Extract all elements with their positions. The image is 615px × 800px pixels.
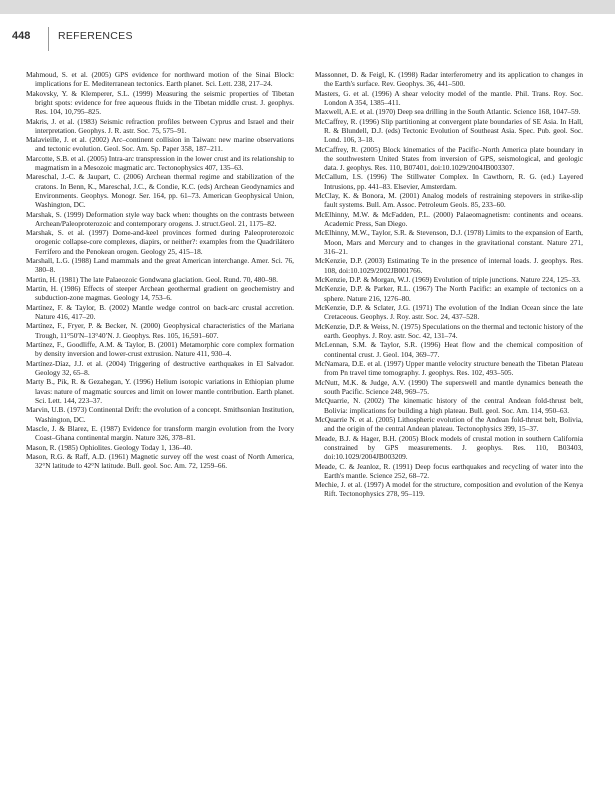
- reference-entry: McCaffrey, R. (1996) Slip partitioning at convergent plate boundaries of SE Asia. In Hall, R. & Blundell, D.J. (eds) Tectonic Evolution of Southeast Asia. Spec. Pub. geol. Soc. Lond. 106, 3–18.: [315, 116, 583, 145]
- reference-entry: Marshak, S. (1999) Deformation style way back when: thoughts on the contrasts between Archean/Paleoproterozoic and contemporary orogens. J. struct.Geol. 21, 1175–82.: [26, 209, 294, 228]
- reference-entry: Martínez, F., Goodliffe, A.M. & Taylor, B. (2001) Metamorphic core complex formation by density inversion and lower-crust extrusion. Nature 411, 930–4.: [26, 340, 294, 359]
- reference-entry: Marty B., Pik, R. & Gezahegan, Y. (1996) Helium isotopic variations in Ethiopian plume lavas: nature of magmatic sources and limit on lower mantle contribution. Earth planet. Sci. Lett. 144, 223–37.: [26, 377, 294, 405]
- reference-entry: Marshall, L.G. (1988) Land mammals and the great American interchange. Amer. Sci. 76, 380–8.: [26, 256, 294, 275]
- reference-entry: Marvin, U.B. (1973) Continental Drift: the evolution of a concept. Smithsonian Institution, Washington, DC.: [26, 405, 294, 424]
- reference-entry: McKenzie, D.P. & Weiss, N. (1975) Speculations on the thermal and tectonic history of the earth. Geophys. J. Roy. astr. Soc. 42, 131–74.: [315, 321, 583, 340]
- references-column-right: [315, 70, 583, 499]
- reference-entry: Marshak, S. et al. (1997) Dome-and-keel provinces formed during Paleoproterozoic orogenic collapse-core complexes, diapirs, or neither?: examples from the Quadrilátero Ferrífero and the Penokean orogen. Geology 25, 415–18.: [26, 228, 294, 256]
- reference-entry: Meade, B.J. & Hager, B.H. (2005) Block models of crustal motion in southern California constrained by GPS measurements. J. geophys. Res. 110, B03403, doi:10.1029/2004JB003209.: [315, 433, 583, 462]
- reference-entry: Mareschal, J.-C. & Jaupart, C. (2006) Archean thermal regime and stabilization of the cratons. In Benn, K., Mareschal, J.C., & Condie, K.C. (eds) Archean Geodynamics and Environments. Geophys. Monogr. Ser. 164, pp. 61–73. American Geophysical Union, Washington, DC.: [26, 172, 294, 210]
- reference-entry: McCallum, I.S. (1996) The Stillwater Complex. In Cawthorn, R. G. (ed.) Layered Intrusions, pp. 441–83. Elsevier, Amsterdam.: [315, 172, 583, 191]
- reference-entry: Makris, J. et al. (1983) Seismic refraction profiles between Cyprus and Israel and their interpretation. Geophys. J. R. astr. Soc. 75, 575–91.: [26, 116, 294, 135]
- reference-entry: McCaffrey, R. (2005) Block kinematics of the Pacific–North America plate boundary in the southwestern United States from inversion of GPS, seismological, and geologic data. J. geophys. Res. 110, B07401, doi:10.1029/2004JB003307.: [315, 144, 583, 173]
- reference-entry: McQuarrie, N. (2002) The kinematic history of the central Andean fold-thrust belt, Bolivia: implications for building a high plateau. Bull. geol. Soc. Am. 114, 950–63.: [315, 396, 583, 415]
- page-number: 448: [12, 30, 31, 42]
- reference-entry: McClay, K. & Bonora, M. (2001) Analog models of restraining stepovers in strike-slip fault systems. Bull. Am. Assoc. Petroleum Geols. 85, 233–60.: [315, 191, 583, 210]
- reference-entry: Maxwell, A.E. et al. (1970) Deep sea drilling in the South Atlantic. Science 168, 1047–59.: [315, 107, 581, 117]
- reference-entry: Mason, R. (1985) Ophiolites. Geology Today 1, 136–40.: [26, 442, 193, 452]
- reference-entry: Mechie, J. et al. (1997) A model for the structure, composition and evolution of the Kenya Rift. Tectonophysics 278, 95–119.: [315, 480, 583, 499]
- reference-entry: Makovsky, Y. & Klemperer, S.L. (1999) Measuring the seismic properties of Tibetan bright spots: evidence for free aqueous fluids in the Tibetan middle crust. J. geophys. Res. 104, 10,795–825.: [26, 88, 294, 117]
- reference-entry: Masters, G. et al. (1996) A shear velocity model of the mantle. Phil. Trans. Roy. Soc. London A 354, 1385–411.: [315, 88, 583, 107]
- reference-entry: McLennan, S.M. & Taylor, S.R. (1996) Heat flow and the chemical composition of continental crust. J. Geol. 104, 369–77.: [315, 340, 583, 359]
- header-divider: [48, 27, 49, 51]
- page-header: [0, 0, 615, 42]
- reference-entry: McQuarrie N. et al. (2005) Lithospheric evolution of the Andean fold-thrust belt, Bolivia, and the origin of the central Andean plateau. Tectonophysics 399, 15–37.: [315, 415, 583, 434]
- reference-entry: McKenzie, D.P. & Sclater, J.G. (1971) The evolution of the Indian Ocean since the late Cretaceous. Geophys. J. Roy. astr. Soc. 24, 437–528.: [315, 303, 583, 322]
- reference-entry: Martin, H. (1981) The late Palaeozoic Gondwana glaciation. Geol. Rund. 70, 480–98.: [26, 274, 278, 284]
- section-title: REFERENCES: [58, 30, 133, 42]
- reference-entry: McElhinny, M.W. & McFadden, P.L. (2000) Palaeomagnetism: continents and oceans. Academic Press, San Diego.: [315, 209, 583, 228]
- reference-entry: Martin, H. (1986) Effects of steeper Archean geothermal gradient on geochemistry and subduction-zone magmas. Geology 14, 753–6.: [26, 284, 294, 303]
- reference-entry: Mascle, J. & Blarez, E. (1987) Evidence for transform margin evolution from the Ivory Coast–Ghana continental margin. Nature 326, 378–81.: [26, 423, 294, 443]
- reference-entry: McNamara, D.E. et al. (1997) Upper mantle velocity structure beneath the Tibetan Plateau from Pn travel time tomography. J. geophys. Res. 102, 493–505.: [315, 359, 583, 378]
- reference-entry: McKenzie, D.P. & Morgan, W.J. (1969) Evolution of triple junctions. Nature 224, 125–33.: [315, 274, 581, 284]
- reference-entry: McKenzie, D.P. (2003) Estimating Te in the presence of internal loads. J. geophys. Res. 108, doi:10.1029/2002JB001766.: [315, 256, 583, 275]
- reference-entry: Marcotte, S.B. et al. (2005) Intra-arc transpression in the lower crust and its relationship to magmatism in a Mesozoic magmatic arc. Tectonophysics 407, 135–63.: [26, 153, 294, 173]
- reference-entry: Massonnet, D. & Feigl, K. (1998) Radar interferometry and its application to changes in the Earth's surface. Rev. Geophys. 36, 441–500.: [315, 70, 583, 89]
- reference-entry: Martínez, F. & Taylor, B. (2002) Mantle wedge control on back-arc crustal accretion. Nature 416, 417–20.: [26, 302, 294, 322]
- reference-entry: Meade, C. & Jeanloz, R. (1991) Deep focus earthquakes and recycling of water into the Earth's mantle. Science 252, 68–72.: [315, 461, 583, 480]
- references-column-left: [26, 70, 294, 471]
- reference-entry: Mahmoud, S. et al. (2005) GPS evidence for northward motion of the Sinai Block: implications for E. Mediterranean tectonics. Earth planet. Sci. Lett. 238, 217–24.: [26, 70, 294, 89]
- reference-entry: Malavieille, J. et al. (2002) Arc–continent collision in Taiwan: new marine observations and tectonic evolution. Geol. Soc. Am. Sp. Paper 358, 187–211.: [26, 135, 294, 154]
- reference-entry: Mason, R.G. & Raff, A.D. (1961) Magnetic survey off the west coast of North America, 32°N latitude to 42°N latitude. Bull. geol. Soc. Am. 72, 1259–66.: [26, 452, 294, 471]
- reference-entry: McElhinny, M.W., Taylor, S.R. & Stevenson, D.J. (1978) Limits to the expansion of Earth, Moon, Mars and Mercury and to changes in the gravitational constant. Nature 271, 316–21.: [315, 228, 583, 256]
- reference-entry: McKenzie, D.P. & Parker, R.L. (1967) The North Pacific: an example of tectonics on a sphere. Nature 216, 1276–80.: [315, 284, 583, 303]
- reference-entry: Martínez, F., Fryer, P. & Becker, N. (2000) Geophysical characteristics of the Mariana Trough, 11°50′N–13°40′N. J. Geophys. Res. 105, 16,591–607.: [26, 321, 294, 340]
- reference-entry: McNutt, M.K. & Judge, A.V. (1990) The superswell and mantle dynamics beneath the south Pacific. Science 248, 969–75.: [315, 377, 583, 396]
- reference-entry: Martínez-Díaz, J.J. et al. (2004) Triggering of destructive earthquakes in El Salvador. Geology 32, 65–8.: [26, 358, 294, 377]
